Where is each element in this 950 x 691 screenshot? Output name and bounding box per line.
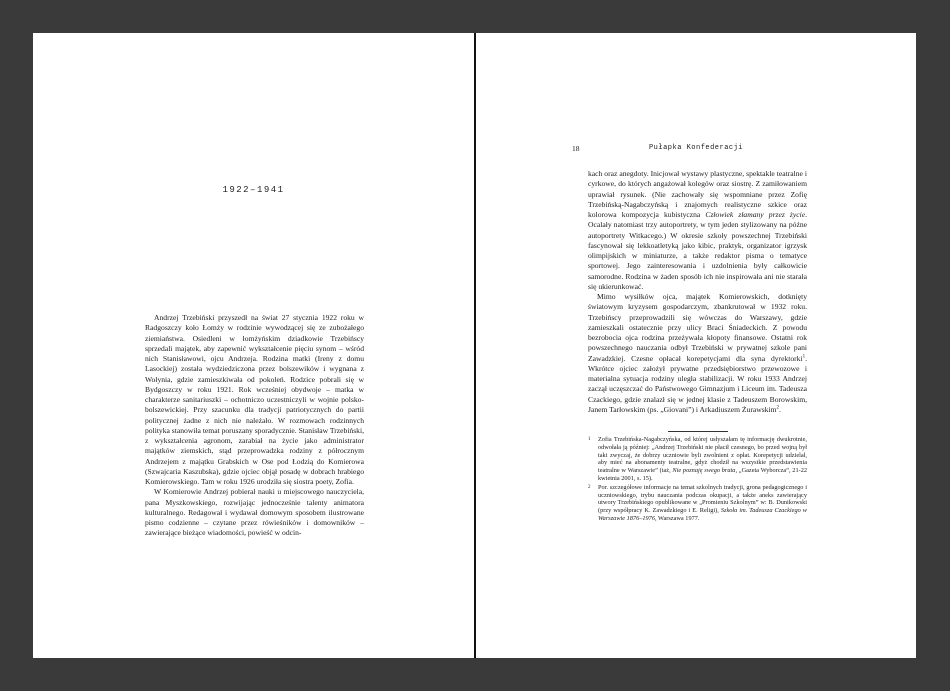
footnote-number: 1 bbox=[588, 437, 591, 442]
footnote-rule bbox=[668, 431, 728, 432]
footnote-marker: 1 bbox=[802, 353, 806, 359]
footnote-text: , Warszawa 1977. bbox=[654, 514, 700, 522]
paragraph bbox=[588, 292, 807, 415]
footnote bbox=[588, 484, 807, 523]
footnote-italic: Nie poznaję swego brata bbox=[672, 467, 736, 475]
paragraph: Andrzej Trzebiński przyszedł na świat 27 stycznia 1922 roku w Radgoszczy koło Łomży w rodzinie wywodzącej się ze zubożałego ziemiaństwa. Osiedleni w łomżyńskim dziadkowie Trzebińscy sprzedali majątek, aby zapewnić wykształcenie pięciu synom – wśród nich Stanisławowi, ojcu Andrzeja. Rodzina matki (Ireny z domu Lasockiej) została wydziedziczona przez bolszewików i wygnana z Wołynia, gdzie zamieszkiwała od pokoleń. Rodzice pobrali się w Bydgoszczy w roku 1921. Rok wcześniej obydwoje – matka w charakterze sanitariuszki – ochotniczo uczestniczyli w wojnie polsko-bolszewickiej. Przy szacunku dla tradycji patriotycznych do partii politycznej żadne z nich nie należało. W rozmowach rodzinnych polityka stanowiła temat poruszany sporadycznie. Stanisław Trzebiński, z wykształcenia agronom, zarabiał na życie jako administrator majątków ziemskich, stąd przeprowadzka rodziny z półrocznym Andrzejem z majątku Grabskich w Ose pod Łodzią do Komierowa (Szwajcaria Kaszubska), gdzie ojciec objął posadę w dobrach hrabiego Komierowskiego. Tam w roku 1926 urodziła się siostra poety, Zofia. bbox=[145, 313, 364, 486]
right-body-text bbox=[588, 169, 807, 415]
paragraph: W Komierowie Andrzej pobierał nauki u miejscowego nauczyciela, pana Myszkowskiego, rozwijając jednocześnie talenty animatora kulturalnego. Redagował i wydawał domowym sposobem ilustrowane pismo codzienne – czytane przez rówieśników i domowników – zawierające bieżące wiadomości, powieść w odcin- bbox=[145, 487, 364, 538]
running-title: Pułapka Konfederacji bbox=[648, 144, 743, 152]
paragraph-text: . Ocalały natomiast trzy autoportrety, w tym jeden stylizowany na późne autoportrety Witkacego.) W okresie szkoły powszechnej Trzebiński fascynował się lekkoatletyką jako kibic, praktyk, organizator igrzysk olimpijskich w miniaturze, a także redaktor pisma o tematyce sportowej. Jego zainteresowania i uzdolnienia były całkowicie samorodne. Rodzina w żaden sposób ich nie inspirowała ani nie starała się ukierunkować. bbox=[588, 210, 808, 291]
footnote-number: 2 bbox=[588, 484, 591, 490]
footnote-italic: Szkoła im. Tadeusza Czackiego w Warszawie 1876–1976 bbox=[598, 507, 807, 522]
left-page bbox=[33, 33, 474, 658]
chapter-title: 1922–1941 bbox=[222, 185, 285, 195]
footnote-text: Zofia Trzebińska-Nagabczyńska, od której usłyszałam tę informację dwukrotnie, odwołała ją później: „Andrzej Trzebiński nie płacił czesnego, bo przed wojną był taki zwyczaj, że dobrzy uczniowie byli zwolnieni z opłat. Korepetycji udzielał, aby mieć na abonamenty teatralne, gdyż chodził na wszystkie przedstawienia teatralne w Warszawie” (taż, bbox=[598, 436, 807, 475]
footnote-text: , „Gazeta Wyborcza”, 21-22 kwietnia 2001, s. 15). bbox=[598, 467, 808, 482]
italic-title: Człowiek złamany przez życie bbox=[705, 210, 806, 219]
footnotes bbox=[588, 436, 807, 524]
footnote-text: Por. szczegółowe informacje na temat szkolnych tradycji, grona pedagogicznego i uczniowskiego, trybu nauczania podczas okupacji, a także aneks zawierający utwory Trzebińskiego opublikowane w „Promieniu Szkolnym” w: B. Dunikowski (przy współpracy K. Zawadzkiego i E. Religi), bbox=[598, 483, 807, 515]
paragraph-text: . Wkrótce ojciec założył prywatne przedsiębiorstwo przewozowe i materialna sytuacja rodziny uległa stabilizacji. W roku 1933 Andrzej zaczął uczęszczać do Państwowego Gimnazjum i Liceum im. Tadeusza Czackiego, gdzie znalazł się w jednej klasie z Tadeuszem Borowskim, Janem Tarłowskim (ps. „Giovani”) i Arkadiuszem Żurawskim bbox=[588, 353, 807, 414]
page-number: 18 bbox=[572, 144, 580, 153]
footnote bbox=[588, 436, 807, 483]
left-body-text bbox=[145, 313, 364, 539]
paragraph bbox=[588, 169, 807, 292]
paragraph-text: Mimo wysiłków ojca, majątek Komierowskich, dotknięty światowym kryzysem gospodarczym, zbankrutował w 1932 roku. Trzebińscy przeprowadzili się wówczas do Warszawy, gdzie zamieszkali ostatecznie przy ulicy Braci Śniadeckich. Z powodu bezrobocia ojca rodzina przeżywała kłopoty finansowe. Ostatni rok powszechnego nauczania odbył Trzebiński w prywatnej szkole pani Zawadzkiej. Czesne opłacał korepetycjami dla syna dyrektorki bbox=[588, 292, 807, 363]
footnote-marker: 2 bbox=[776, 405, 779, 411]
paragraph-text: kach oraz anegdoty. Inicjował wystawy plastyczne, spektakle teatralne i cyrkowe, do których angażował kolegów oraz siostrę. Z zamiłowaniem uprawiał rysunek. (Nie zachowały się wspomniane przez Zofię Trzebińską-Nagabczyńską i znajomych realistyczne szkice oraz kolorowa kompozycja kubistyczna bbox=[588, 169, 807, 219]
right-page bbox=[476, 33, 916, 658]
paragraph-text: . bbox=[779, 404, 781, 414]
